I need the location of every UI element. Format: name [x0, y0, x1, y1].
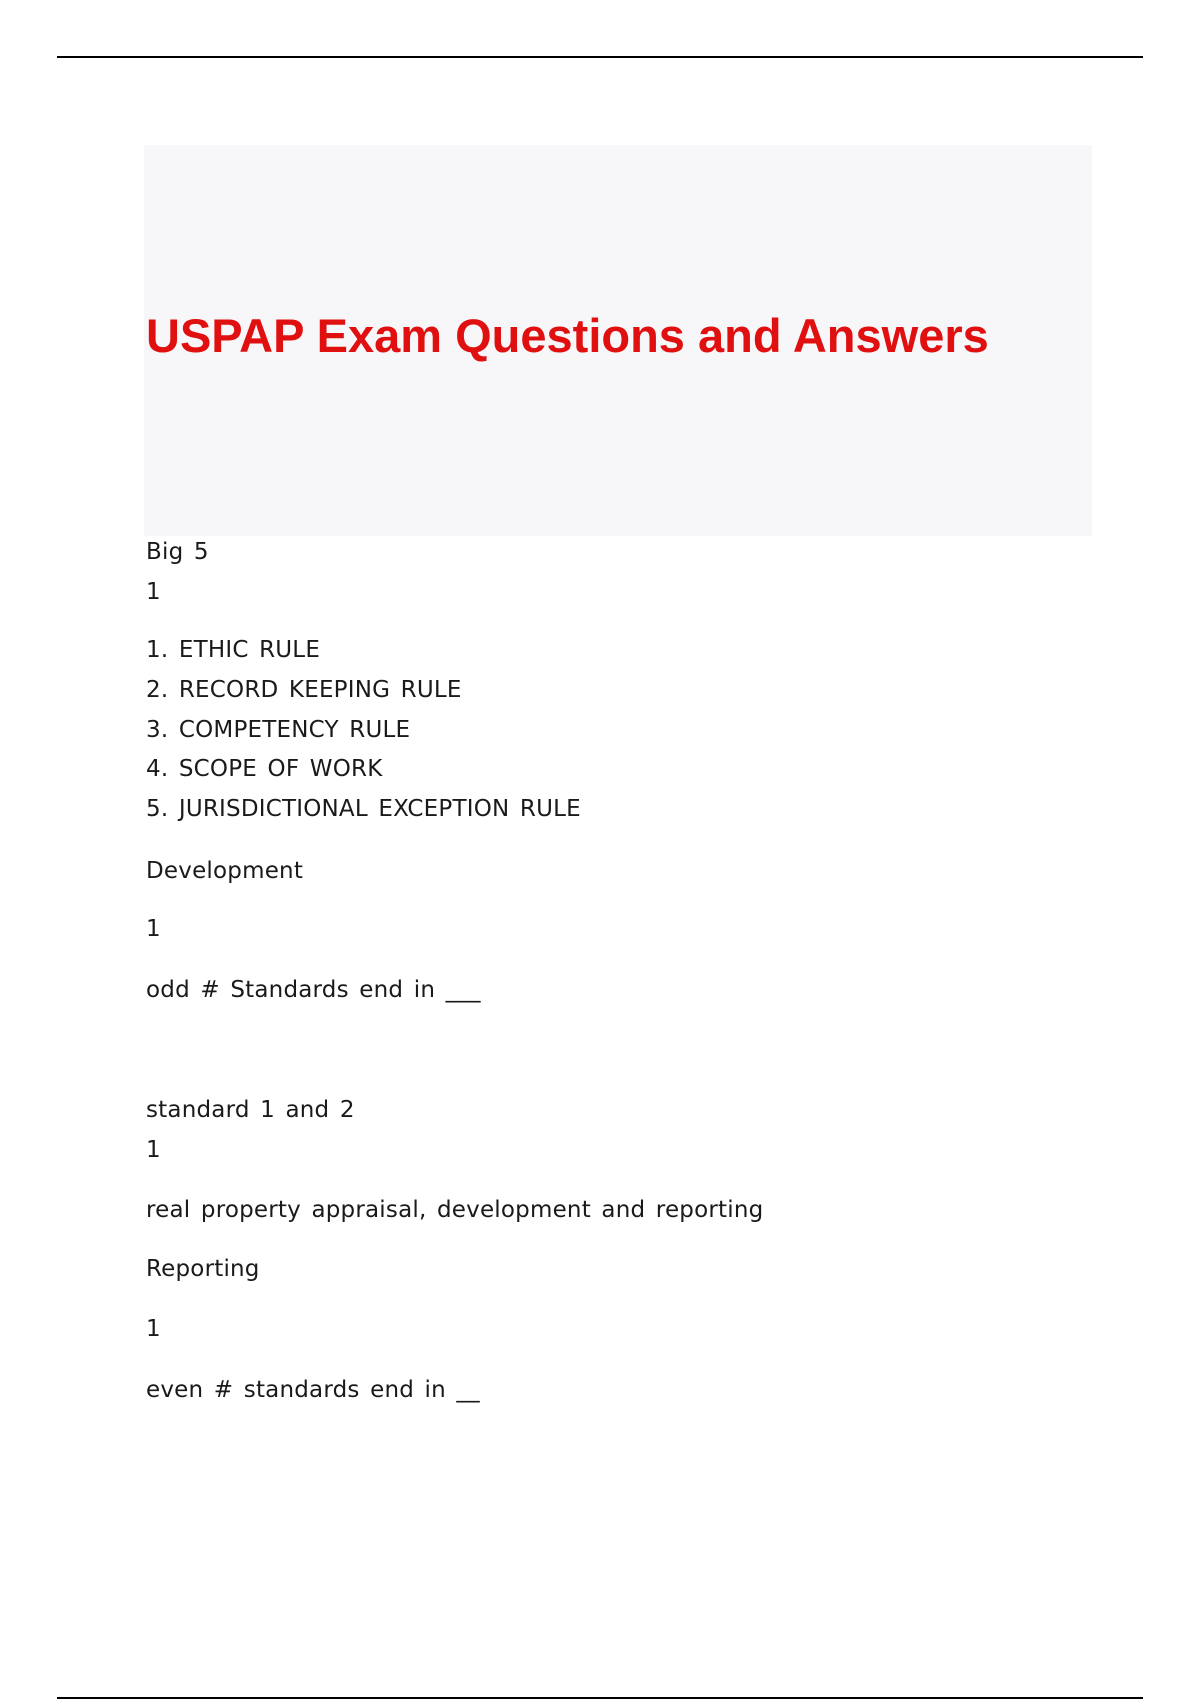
card-1-answer-line-4: 4. SCOPE OF WORK — [146, 756, 383, 782]
card-1-answer-line-3: 3. COMPETENCY RULE — [146, 717, 411, 743]
card-4-question: Reporting — [146, 1256, 260, 1282]
card-4-number: 1 — [146, 1316, 161, 1342]
title-banner — [144, 145, 1092, 536]
card-4-answer: even # standards end in __ — [146, 1377, 480, 1403]
page-top-rule — [57, 56, 1143, 58]
card-2-question: Development — [146, 858, 304, 884]
page-bottom-rule — [57, 1697, 1143, 1699]
card-1-number: 1 — [146, 579, 161, 605]
document-title: USPAP Exam Questions and Answers — [146, 309, 989, 362]
card-1-answer-line-1: 1. ETHIC RULE — [146, 637, 321, 663]
card-3-answer: real property appraisal, development and reporting — [146, 1197, 764, 1223]
card-1-answer-line-2: 2. RECORD KEEPING RULE — [146, 677, 462, 703]
card-1-question: Big 5 — [146, 539, 209, 565]
card-2-answer: odd # Standards end in ___ — [146, 977, 481, 1003]
card-2-number: 1 — [146, 916, 161, 942]
card-3-number: 1 — [146, 1137, 161, 1163]
card-1-answer-line-5: 5. JURISDICTIONAL EXCEPTION RULE — [146, 796, 581, 822]
card-3-question: standard 1 and 2 — [146, 1097, 355, 1123]
